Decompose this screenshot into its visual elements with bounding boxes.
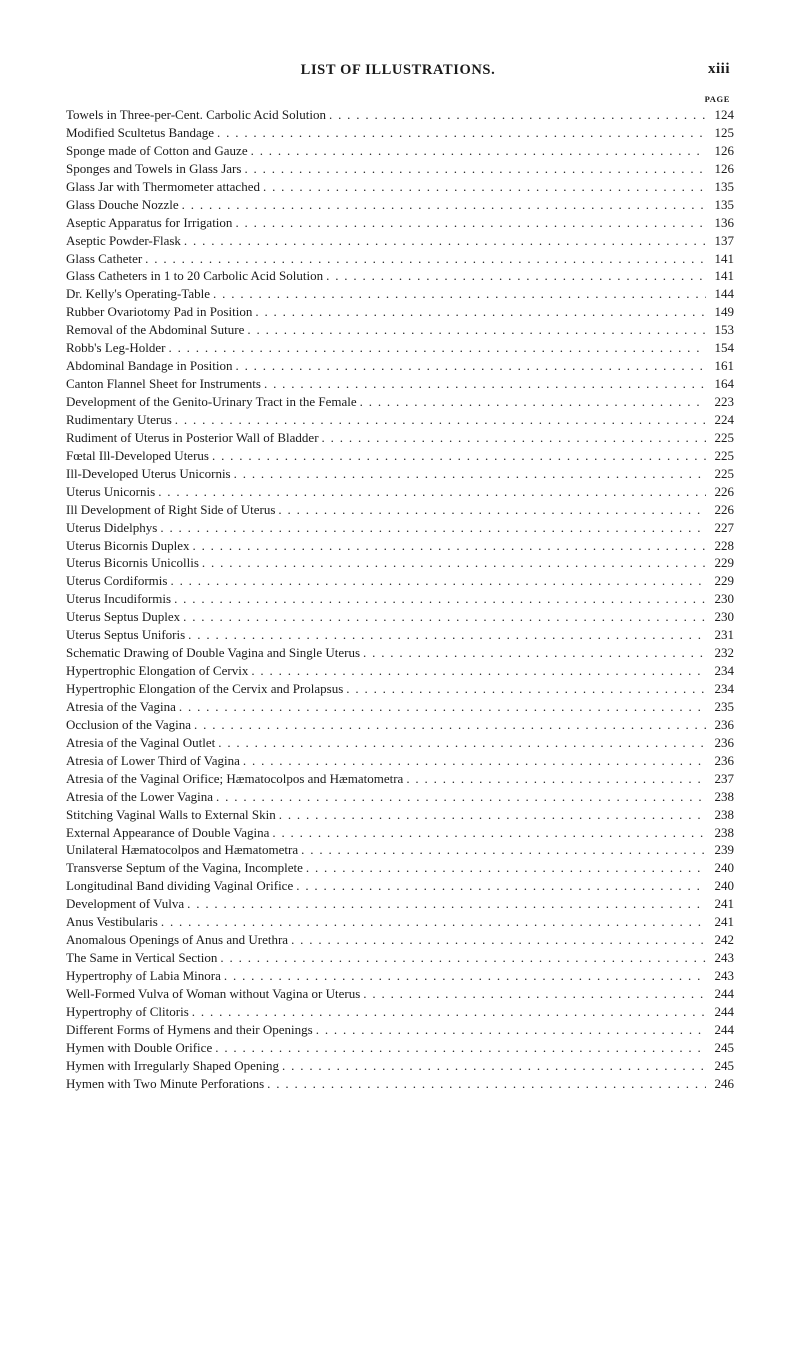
- dot-leader: [329, 106, 706, 124]
- entry-page-number: 236: [714, 752, 734, 768]
- list-item: [66, 608, 734, 626]
- entry-page-number: 125: [714, 124, 734, 140]
- dot-leader: [322, 429, 706, 447]
- list-item: [66, 572, 734, 590]
- dot-leader: [218, 734, 706, 752]
- dot-leader: [296, 877, 706, 895]
- list-item: [66, 106, 734, 124]
- list-item: [66, 1075, 734, 1093]
- entry-page-number: 238: [714, 788, 734, 804]
- list-item: [66, 160, 734, 178]
- entry-page-number: 226: [714, 483, 734, 499]
- entry-page-number: 164: [714, 376, 734, 392]
- list-item: [66, 339, 734, 357]
- entry-title: Atresia of the Vagina: [66, 698, 176, 714]
- dot-leader: [406, 770, 706, 788]
- dot-leader: [326, 267, 706, 285]
- dot-leader: [360, 393, 706, 411]
- entry-title: Sponges and Towels in Glass Jars: [66, 160, 242, 176]
- entry-page-number: 126: [714, 160, 734, 176]
- entry-title: Fœtal Ill-Developed Uterus: [66, 447, 209, 463]
- list-item: [66, 788, 734, 806]
- entry-title: Glass Catheter: [66, 250, 143, 266]
- entry-page-number: 231: [714, 627, 734, 643]
- dot-leader: [202, 554, 706, 572]
- entry-title: Atresia of the Vaginal Orifice; Hæmatocolpos and Hæmatometra: [66, 770, 404, 786]
- list-item: [66, 662, 734, 680]
- entry-title: Atresia of the Vaginal Outlet: [66, 734, 216, 750]
- list-item: [66, 196, 734, 214]
- dot-leader: [234, 465, 706, 483]
- entry-title: Ill-Developed Uterus Unicornis: [66, 465, 231, 481]
- entry-title: Removal of the Abdominal Suture: [66, 322, 245, 338]
- list-item: [66, 967, 734, 985]
- entry-page-number: 244: [714, 1003, 734, 1019]
- dot-leader: [145, 250, 706, 268]
- entry-title: Hypertrophic Elongation of Cervix: [66, 663, 249, 679]
- list-item: [66, 895, 734, 913]
- list-item: [66, 985, 734, 1003]
- entry-title: Sponge made of Cotton and Gauze: [66, 142, 248, 158]
- list-item: [66, 303, 734, 321]
- entry-title: Uterus Incudiformis: [66, 591, 172, 607]
- list-item: [66, 214, 734, 232]
- list-item: [66, 1039, 734, 1057]
- entry-title: Development of the Genito-Urinary Tract in the Female: [66, 394, 357, 409]
- dot-leader: [161, 913, 706, 931]
- dot-leader: [212, 447, 706, 465]
- list-item: [66, 734, 734, 752]
- entry-title: Towels in Three-per-Cent. Carbolic Acid Solution: [66, 107, 326, 122]
- dot-leader: [251, 662, 706, 680]
- dot-leader: [363, 985, 706, 1003]
- list-item: [66, 429, 734, 447]
- list-item: [66, 1057, 734, 1075]
- list-item: [66, 393, 734, 411]
- entry-page-number: 230: [714, 609, 734, 625]
- entry-title: Atresia of the Lower Vagina: [66, 788, 214, 804]
- list-item: [66, 483, 734, 501]
- entry-title: Robb's Leg-Holder: [66, 340, 166, 356]
- dot-leader: [168, 339, 706, 357]
- entry-page-number: 225: [714, 429, 734, 445]
- dot-leader: [184, 232, 706, 250]
- dot-leader: [278, 501, 706, 519]
- dot-leader: [215, 1039, 706, 1057]
- entry-title: Anomalous Openings of Anus and Urethra: [66, 932, 289, 948]
- entry-page-number: 234: [714, 663, 734, 679]
- entry-page-number: 240: [714, 878, 734, 894]
- list-item: [66, 806, 734, 824]
- entry-title: Transverse Septum of the Vagina, Incomplete: [66, 860, 303, 876]
- entry-title: Hymen with Double Orifice: [66, 1039, 213, 1055]
- entry-page-number: 229: [714, 573, 734, 589]
- entry-title: Uterus Didelphys: [66, 519, 158, 535]
- page-header: [66, 62, 730, 82]
- entry-title: Canton Flannel Sheet for Instruments: [66, 376, 261, 392]
- list-item: [66, 1003, 734, 1021]
- list-item: [66, 321, 734, 339]
- entry-page-number: 224: [714, 411, 734, 427]
- dot-leader: [235, 214, 706, 232]
- dot-leader: [272, 824, 706, 842]
- entry-page-number: 154: [714, 340, 734, 356]
- dot-leader: [243, 752, 706, 770]
- entry-title: Different Forms of Hymens and their Openings: [66, 1021, 313, 1037]
- entry-page-number: 136: [714, 214, 734, 230]
- list-item: [66, 519, 734, 537]
- list-item: [66, 949, 734, 967]
- entry-page-number: 236: [714, 716, 734, 732]
- entry-page-number: 232: [714, 645, 734, 661]
- entry-page-number: 240: [714, 860, 734, 876]
- list-item: [66, 357, 734, 375]
- list-item: [66, 859, 734, 877]
- list-item: [66, 267, 734, 285]
- entry-page-number: 161: [714, 358, 734, 374]
- entry-page-number: 238: [714, 806, 734, 822]
- dot-leader: [224, 967, 706, 985]
- list-item: [66, 1021, 734, 1039]
- entry-title: Hypertrophy of Labia Minora: [66, 968, 221, 983]
- list-item: [66, 680, 734, 698]
- entry-title: Hymen with Two Minute Perforations: [66, 1075, 265, 1091]
- list-item: [66, 770, 734, 788]
- dot-leader: [346, 680, 706, 698]
- entry-title: Ill Development of Right Side of Uterus: [66, 501, 276, 517]
- entry-page-number: 135: [714, 196, 734, 212]
- dot-leader: [267, 1075, 706, 1093]
- list-item: [66, 590, 734, 608]
- entry-title: Hypertrophic Elongation of the Cervix and Prolapsus: [66, 681, 344, 696]
- entry-title: The Same in Vertical Section: [66, 950, 218, 966]
- entry-title: Glass Douche Nozzle: [66, 196, 179, 212]
- entry-title: Uterus Cordiformis: [66, 573, 168, 589]
- entry-title: Abdominal Bandage in Position: [66, 358, 233, 374]
- entry-page-number: 241: [714, 896, 734, 912]
- illustrations-list: [66, 106, 734, 1093]
- entry-title: Hymen with Irregularly Shaped Opening: [66, 1057, 280, 1073]
- dot-leader: [263, 178, 706, 196]
- entry-page-number: 245: [714, 1039, 734, 1055]
- list-item: [66, 465, 734, 483]
- dot-leader: [158, 483, 706, 501]
- entry-page-number: 239: [714, 842, 734, 858]
- entry-title: Hypertrophy of Clitoris: [66, 1003, 189, 1019]
- entry-title: Atresia of Lower Third of Vagina: [66, 752, 240, 768]
- entry-title: Development of Vulva: [66, 896, 185, 912]
- list-item: [66, 124, 734, 142]
- entry-title: Dr. Kelly's Operating-Table: [66, 286, 211, 302]
- dot-leader: [192, 537, 706, 555]
- entry-page-number: 137: [714, 232, 734, 248]
- entry-page-number: 234: [714, 681, 734, 696]
- dot-leader: [264, 375, 706, 393]
- list-item: [66, 375, 734, 393]
- dot-leader: [187, 895, 706, 913]
- list-item: [66, 913, 734, 931]
- list-item: [66, 411, 734, 429]
- entry-title: Stitching Vaginal Walls to External Skin: [66, 806, 276, 822]
- entry-page-number: 226: [714, 501, 734, 517]
- running-title: LIST OF ILLUSTRATIONS.: [300, 62, 496, 78]
- dot-leader: [251, 142, 706, 160]
- entry-title: External Appearance of Double Vagina: [66, 824, 270, 840]
- entry-page-number: 141: [714, 268, 734, 284]
- dot-leader: [170, 572, 706, 590]
- entry-title: Rubber Ovariotomy Pad in Position: [66, 304, 253, 320]
- entry-page-number: 237: [714, 770, 734, 786]
- list-item: [66, 824, 734, 842]
- entry-page-number: 149: [714, 304, 734, 320]
- entry-page-number: 244: [714, 985, 734, 1001]
- list-item: [66, 841, 734, 859]
- entry-page-number: 135: [714, 178, 734, 194]
- entry-page-number: 225: [714, 447, 734, 463]
- entry-page-number: 236: [714, 734, 734, 750]
- entry-title: Rudiment of Uterus in Posterior Wall of Bladder: [66, 429, 319, 445]
- entry-title: Uterus Septus Uniforis: [66, 627, 186, 643]
- dot-leader: [217, 124, 706, 142]
- dot-leader: [255, 303, 706, 321]
- dot-leader: [213, 285, 706, 303]
- dot-leader: [220, 949, 706, 967]
- entry-title: Well-Formed Vulva of Woman without Vagina or Uterus: [66, 985, 361, 1001]
- entry-page-number: 126: [714, 142, 734, 158]
- entry-page-number: 144: [714, 286, 734, 302]
- dot-leader: [194, 716, 706, 734]
- entry-page-number: 246: [714, 1075, 734, 1091]
- list-item: [66, 877, 734, 895]
- entry-title: Occlusion of the Vagina: [66, 716, 192, 732]
- entry-page-number: 243: [714, 968, 734, 983]
- entry-title: Schematic Drawing of Double Vagina and Single Uterus: [66, 645, 360, 661]
- entry-title: Uterus Unicornis: [66, 483, 156, 499]
- list-item: [66, 554, 734, 572]
- list-item: [66, 626, 734, 644]
- entry-title: Anus Vestibularis: [66, 914, 158, 930]
- list-item: [66, 752, 734, 770]
- page-number: xiii: [707, 61, 730, 77]
- entry-page-number: 243: [714, 950, 734, 966]
- entry-page-number: 238: [714, 824, 734, 840]
- list-item: [66, 537, 734, 555]
- entry-page-number: 229: [714, 555, 734, 571]
- entry-page-number: 223: [714, 394, 734, 409]
- dot-leader: [247, 321, 706, 339]
- entry-page-number: 141: [714, 250, 734, 266]
- entry-page-number: 227: [714, 519, 734, 535]
- dot-leader: [160, 519, 706, 537]
- dot-leader: [175, 411, 706, 429]
- dot-leader: [244, 160, 706, 178]
- list-item: [66, 178, 734, 196]
- entry-page-number: 124: [714, 107, 734, 122]
- entry-title: Uterus Septus Duplex: [66, 609, 181, 625]
- dot-leader: [188, 626, 706, 644]
- list-item: [66, 644, 734, 662]
- entry-title: Aseptic Powder-Flask: [66, 232, 181, 248]
- list-item: [66, 698, 734, 716]
- dot-leader: [279, 806, 706, 824]
- dot-leader: [306, 859, 706, 877]
- entry-page-number: 230: [714, 591, 734, 607]
- entry-page-number: 235: [714, 698, 734, 714]
- entry-page-number: 241: [714, 914, 734, 930]
- entry-page-number: 245: [714, 1057, 734, 1073]
- list-item: [66, 716, 734, 734]
- entry-title: Longitudinal Band dividing Vaginal Orifice: [66, 878, 294, 894]
- entry-page-number: 244: [714, 1021, 734, 1037]
- dot-leader: [282, 1057, 706, 1075]
- dot-leader: [179, 698, 706, 716]
- entry-page-number: 225: [714, 465, 734, 481]
- dot-leader: [192, 1003, 706, 1021]
- entry-title: Glass Catheters in 1 to 20 Carbolic Acid Solution: [66, 268, 324, 284]
- entry-page-number: 153: [714, 322, 734, 338]
- entry-title: Aseptic Apparatus for Irrigation: [66, 214, 233, 230]
- entry-page-number: 242: [714, 932, 734, 948]
- entry-title: Modified Scultetus Bandage: [66, 124, 215, 140]
- list-item: [66, 250, 734, 268]
- dot-leader: [182, 196, 706, 214]
- entry-title: Uterus Bicornis Duplex: [66, 537, 190, 553]
- dot-leader: [183, 608, 706, 626]
- dot-leader: [216, 788, 706, 806]
- dot-leader: [174, 590, 706, 608]
- list-item: [66, 501, 734, 519]
- entry-title: Unilateral Hæmatocolpos and Hæmatometra: [66, 842, 299, 858]
- entry-title: Uterus Bicornis Unicollis: [66, 555, 199, 571]
- dot-leader: [363, 644, 706, 662]
- list-item: [66, 931, 734, 949]
- page-column-label: PAGE: [704, 94, 730, 104]
- dot-leader: [301, 841, 706, 859]
- list-item: [66, 447, 734, 465]
- list-item: [66, 142, 734, 160]
- entry-page-number: 228: [714, 537, 734, 553]
- dot-leader: [316, 1021, 706, 1039]
- dot-leader: [235, 357, 706, 375]
- list-item: [66, 232, 734, 250]
- dot-leader: [291, 931, 706, 949]
- entry-title: Rudimentary Uterus: [66, 411, 172, 427]
- list-item: [66, 285, 734, 303]
- entry-title: Glass Jar with Thermometer attached: [66, 178, 260, 194]
